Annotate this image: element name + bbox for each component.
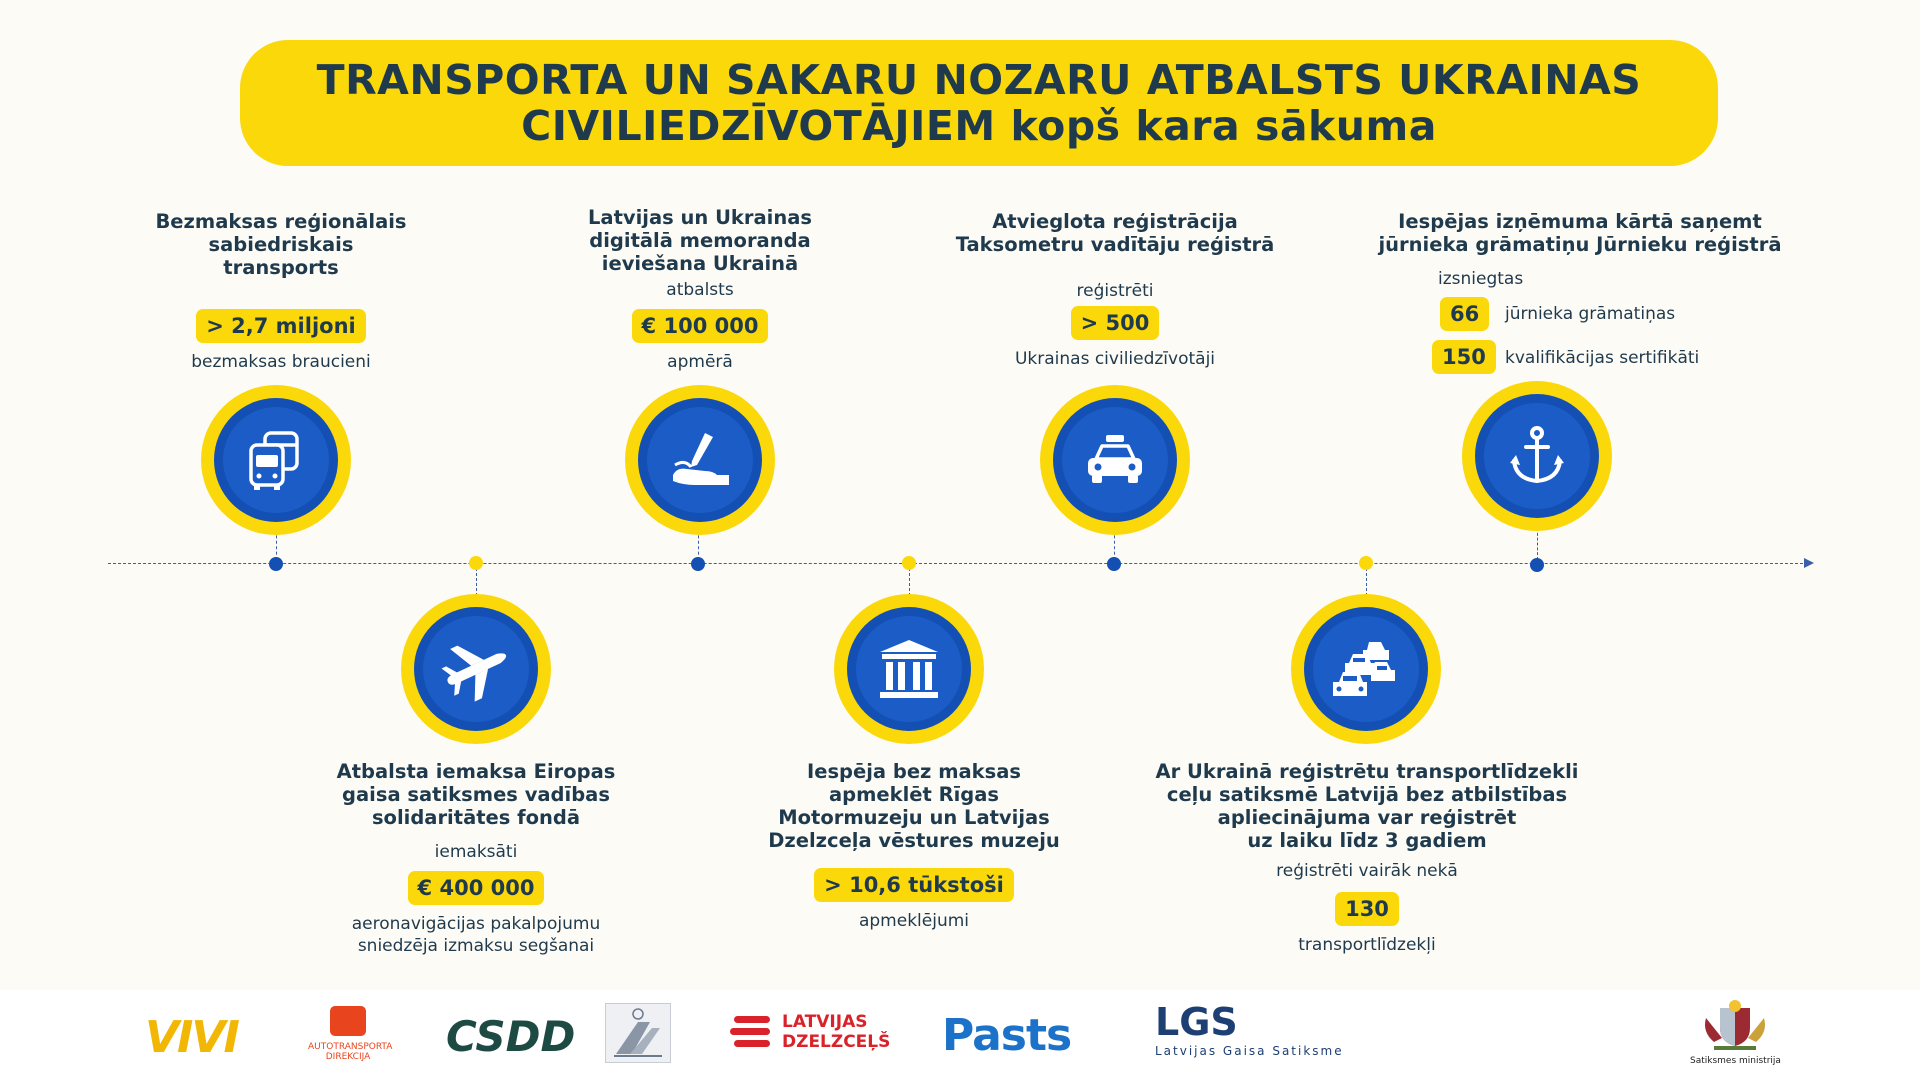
title-line-1: TRANSPORTA UN SAKARU NOZARU ATBALSTS UKRAINAS bbox=[316, 56, 1642, 104]
item-heading: gaisa satiksmes vadības bbox=[342, 783, 610, 806]
lgs-logo bbox=[1155, 1000, 1344, 1058]
lgs-logo-text: Latvijas Gaisa Satiksme bbox=[1155, 1044, 1344, 1058]
item-heading: Iespējas izņēmuma kārtā saņemt bbox=[1398, 210, 1762, 233]
value-badge: > 2,7 miljoni bbox=[196, 309, 365, 343]
connector bbox=[476, 568, 477, 596]
item-caption: sniedzēja izmaksu segšanai bbox=[357, 936, 595, 956]
lgs-logo-mark: LGS bbox=[1155, 1000, 1238, 1044]
museum-icon-circle bbox=[834, 594, 984, 744]
item-caption: aeronavigācijas pakalpojumu bbox=[351, 914, 601, 934]
title-line-2: CIVILIEDZĪVOTĀJIEM kopš kara sākuma bbox=[521, 102, 1437, 150]
timeline-dot bbox=[1530, 558, 1544, 572]
item-pre-caption: iemaksāti bbox=[434, 842, 518, 862]
vehicles-icon-circle bbox=[1291, 594, 1441, 744]
footer-logos bbox=[0, 990, 1920, 1080]
airplane-icon bbox=[439, 632, 513, 706]
taxi-icon-circle bbox=[1040, 385, 1190, 535]
maritime-emblem-icon bbox=[606, 1004, 670, 1062]
value-badge: > 10,6 tūkstoši bbox=[814, 868, 1014, 902]
item-caption: kvalifikācijas sertifikāti bbox=[1505, 348, 1700, 368]
value-badge: > 500 bbox=[1071, 306, 1160, 340]
timeline-line bbox=[108, 563, 1808, 564]
item-caption: apmeklējumi bbox=[858, 911, 970, 931]
item-museum bbox=[744, 760, 1084, 932]
item-caption: transportlīdzekļi bbox=[1298, 935, 1436, 955]
anchor-icon bbox=[1502, 421, 1572, 491]
item-heading: Ar Ukrainā reģistrētu transportlīdzekli bbox=[1155, 760, 1579, 783]
value-badge: 66 bbox=[1440, 297, 1489, 331]
atd-logo-text: AUTOTRANSPORTA bbox=[308, 1042, 393, 1052]
item-heading: apmeklēt Rīgas bbox=[828, 783, 1000, 806]
maritime-logo bbox=[605, 1003, 671, 1063]
item-heading: Iespēja bez maksas bbox=[806, 760, 1022, 783]
signing-hand-icon bbox=[665, 425, 735, 495]
ldz-logo-text: LATVIJAS bbox=[782, 1012, 868, 1032]
item-vehicles bbox=[1142, 760, 1592, 956]
connector bbox=[909, 568, 910, 596]
timeline-dot bbox=[902, 556, 916, 570]
item-taxi bbox=[940, 210, 1290, 370]
item-caption: bezmaksas braucieni bbox=[191, 352, 371, 372]
item-seaman bbox=[1350, 210, 1810, 256]
item-memo bbox=[540, 206, 860, 373]
item-caption: jūrnieka grāmatiņas bbox=[1505, 304, 1676, 324]
seaman-icon-circle bbox=[1462, 381, 1612, 531]
timeline-arrowhead bbox=[1804, 558, 1814, 568]
value-badge: 150 bbox=[1432, 340, 1496, 374]
item-heading: transports bbox=[223, 256, 339, 279]
item-pre-caption: reģistrēti bbox=[1076, 281, 1154, 301]
atd-logo-text: DIREKCIJA bbox=[325, 1052, 371, 1062]
atd-logo bbox=[308, 1006, 393, 1062]
timeline-dot bbox=[1107, 557, 1121, 571]
value-badge: € 400 000 bbox=[408, 871, 545, 905]
item-pre-caption: izsniegtas bbox=[1438, 269, 1524, 289]
item-heading: jūrnieka grāmatiņu Jūrnieku reģistrā bbox=[1378, 233, 1782, 256]
timeline-dot bbox=[469, 556, 483, 570]
coat-of-arms-icon bbox=[1700, 998, 1770, 1052]
item-caption: Ukrainas civiliedzīvotāji bbox=[1014, 349, 1216, 369]
item-heading: sabiedriskais bbox=[208, 233, 354, 256]
vivi-logo: VIVI bbox=[145, 1012, 238, 1063]
item-heading: digitālā memoranda bbox=[589, 229, 811, 252]
item-aviation bbox=[316, 760, 636, 957]
connector bbox=[1537, 528, 1538, 560]
item-heading: Taksometru vadītāju reģistrā bbox=[955, 233, 1275, 256]
item-transport bbox=[126, 210, 436, 373]
timeline-dot bbox=[1359, 556, 1373, 570]
item-pre-caption: reģistrēti vairāk nekā bbox=[1276, 861, 1458, 881]
item-caption: apmērā bbox=[667, 352, 733, 372]
item-heading: Bezmaksas reģionālais bbox=[155, 210, 407, 233]
taxi-icon bbox=[1080, 425, 1150, 495]
item-heading: ceļu satiksmē Latvijā bez atbilstības bbox=[1166, 783, 1568, 806]
cars-icon bbox=[1329, 632, 1403, 706]
museum-icon bbox=[874, 634, 944, 704]
aviation-icon-circle bbox=[401, 594, 551, 744]
item-heading: apliecinājuma var reģistrēt bbox=[1217, 806, 1517, 829]
ldz-logo-text: DZELZCEĻŠ bbox=[782, 1032, 891, 1052]
title-banner bbox=[240, 40, 1718, 166]
item-heading: Dzelzceļa vēstures muzeju bbox=[768, 829, 1060, 852]
item-heading: solidaritātes fondā bbox=[371, 806, 581, 829]
ldz-mark-icon bbox=[730, 1010, 774, 1054]
item-pre-caption: atbalsts bbox=[666, 280, 734, 300]
item-heading: Atvieglota reģistrācija bbox=[992, 210, 1238, 233]
bus-icon bbox=[241, 425, 311, 495]
transport-icon-circle bbox=[201, 385, 351, 535]
item-heading: Latvijas un Ukrainas bbox=[587, 206, 812, 229]
value-badge: € 100 000 bbox=[632, 309, 769, 343]
atd-logo-mark bbox=[330, 1006, 366, 1036]
ministry-logo bbox=[1690, 998, 1780, 1066]
timeline-dot bbox=[691, 557, 705, 571]
pasts-logo: Pasts bbox=[942, 1010, 1072, 1061]
item-heading: Atbalsta iemaksa Eiropas bbox=[336, 760, 616, 783]
item-heading: Motormuzeju un Latvijas bbox=[778, 806, 1050, 829]
item-heading: uz laiku līdz 3 gadiem bbox=[1247, 829, 1487, 852]
item-heading: ieviešana Ukrainā bbox=[601, 252, 799, 275]
value-badge: 130 bbox=[1335, 892, 1399, 926]
memo-icon-circle bbox=[625, 385, 775, 535]
ministry-logo-text: Satiksmes ministrija bbox=[1690, 1056, 1781, 1066]
connector bbox=[1366, 568, 1367, 596]
timeline-dot bbox=[269, 557, 283, 571]
csdd-logo: CSDD bbox=[446, 1012, 576, 1061]
